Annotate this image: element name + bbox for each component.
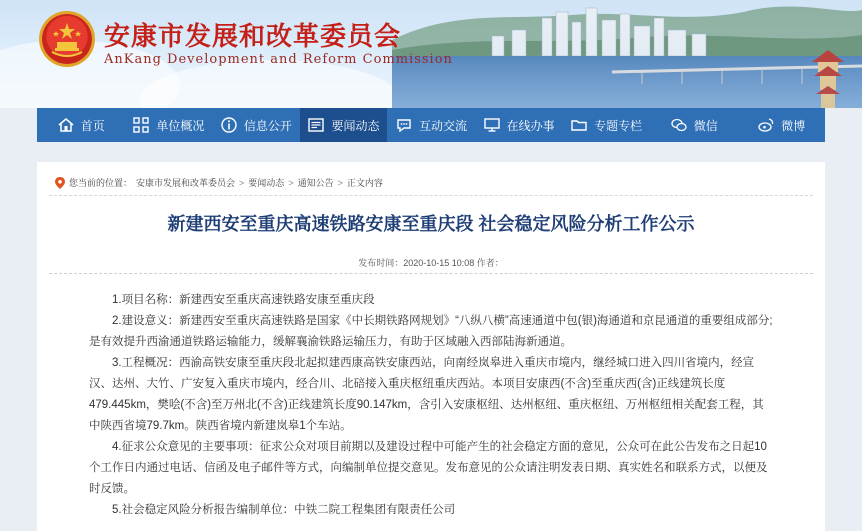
breadcrumb-link-news[interactable]: 要闻动态 <box>248 178 285 188</box>
nav-item-wechat[interactable] <box>650 108 738 142</box>
folder-icon <box>570 116 588 134</box>
nav-item-special-topics[interactable] <box>562 108 650 142</box>
news-icon <box>307 116 325 134</box>
city-scenery-image <box>392 0 862 108</box>
nav-item-online-service[interactable] <box>475 108 563 142</box>
article-meta: 发布时间：2020-10-15 10:08 作者： <box>358 258 504 268</box>
article-paragraph: 2.建设意义：新建西安至重庆高速铁路是国家《中长期铁路网规划》“八纵八横”高速通道中包(银)海通道和京昆通道的重要组成部分;是有效提升西渝通道铁路运输能力，缓解襄渝铁路运输压力，有助于区域融入西部陆海新通道。 <box>89 315 773 348</box>
nav-label: 微信 <box>693 118 718 133</box>
breadcrumb-link-home[interactable]: 安康市发展和改革委员会 <box>136 178 236 188</box>
nav-label: 要闻动态 <box>331 118 380 133</box>
breadcrumb-current: 正文内容 <box>346 178 383 188</box>
article-paragraph: 5.社会稳定风险分析报告编制单位：中铁二院工程集团有限责任公司 <box>112 504 456 516</box>
article-panel <box>37 162 825 531</box>
article-paragraph: 4.征求公众意见的主要事项：征求公众对项目前期以及建设过程中可能产生的社会稳定方面的意见，公众可在此公告发布之日起10个工作日内通过电话、信函及电子邮件等方式，向编制单位提交意见。发布意见的公众请注明发表日期、真实姓名和联系方式，以便及时反馈。 <box>89 441 768 495</box>
nav-label: 专题专栏 <box>594 118 643 133</box>
nav-item-news[interactable] <box>300 108 388 142</box>
site-title: 安康市发展和改革委员会 <box>104 22 402 52</box>
breadcrumb-separator: > <box>288 177 294 188</box>
nav-label: 首页 <box>80 118 105 133</box>
article-paragraph: 3.工程概况：西渝高铁安康至重庆段北起拟建西康高铁安康西站，向南经岚皋进入重庆市境内，继经城口进入四川省境内，经宣汉、达州、大竹、广安复入重庆市境内，经合川、北碚接入重庆枢纽重庆西站。本项目安康西(不含)至重庆西(含)正线建筑长度479.445km，樊哙(不含)至万州北(不含)正线建筑长度90.147km，含引入安康枢纽、达州枢纽、重庆枢纽、万州枢纽相关配套工程，其中陕西省境79.7km。陕西省境内新建岚皋1个车站。 <box>89 357 764 432</box>
article-paragraph: 1.项目名称：新建西安至重庆高速铁路安康至重庆段 <box>112 294 375 306</box>
info-icon <box>220 116 238 134</box>
nav-item-interaction[interactable] <box>387 108 475 142</box>
nav-item-home[interactable] <box>37 108 125 142</box>
article-title: 新建西安至重庆高速铁路安康至重庆段 社会稳定风险分析工作公示 <box>167 214 695 234</box>
national-emblem-logo <box>42 14 92 64</box>
location-pin-icon <box>55 177 65 189</box>
weibo-icon <box>757 116 775 134</box>
grid-icon <box>132 116 150 134</box>
divider <box>49 273 813 274</box>
breadcrumb-separator: > <box>239 177 245 188</box>
cloud-decoration <box>140 60 400 108</box>
monitor-icon <box>483 116 501 134</box>
nav-item-weibo[interactable] <box>738 108 826 142</box>
nav-item-overview[interactable] <box>125 108 213 142</box>
nav-label: 在线办事 <box>506 118 555 133</box>
divider <box>49 195 813 196</box>
site-subtitle: AnKang Development and Reform Commission <box>104 52 453 67</box>
nav-label: 微博 <box>781 118 806 133</box>
nav-label: 信息公开 <box>243 118 292 133</box>
breadcrumb-separator: > <box>337 177 343 188</box>
nav-label: 单位概况 <box>156 118 205 133</box>
nav-label: 互动交流 <box>419 118 468 133</box>
home-icon <box>57 116 75 134</box>
chat-icon <box>395 116 413 134</box>
breadcrumb <box>55 176 383 189</box>
article-body <box>89 290 775 521</box>
nav-item-disclosure[interactable] <box>212 108 300 142</box>
breadcrumb-prefix: 您当前的位置： <box>69 178 133 188</box>
header-banner <box>0 0 862 108</box>
breadcrumb-link-notices[interactable]: 通知公告 <box>297 178 334 188</box>
wechat-icon <box>670 116 688 134</box>
main-nav <box>37 108 825 142</box>
